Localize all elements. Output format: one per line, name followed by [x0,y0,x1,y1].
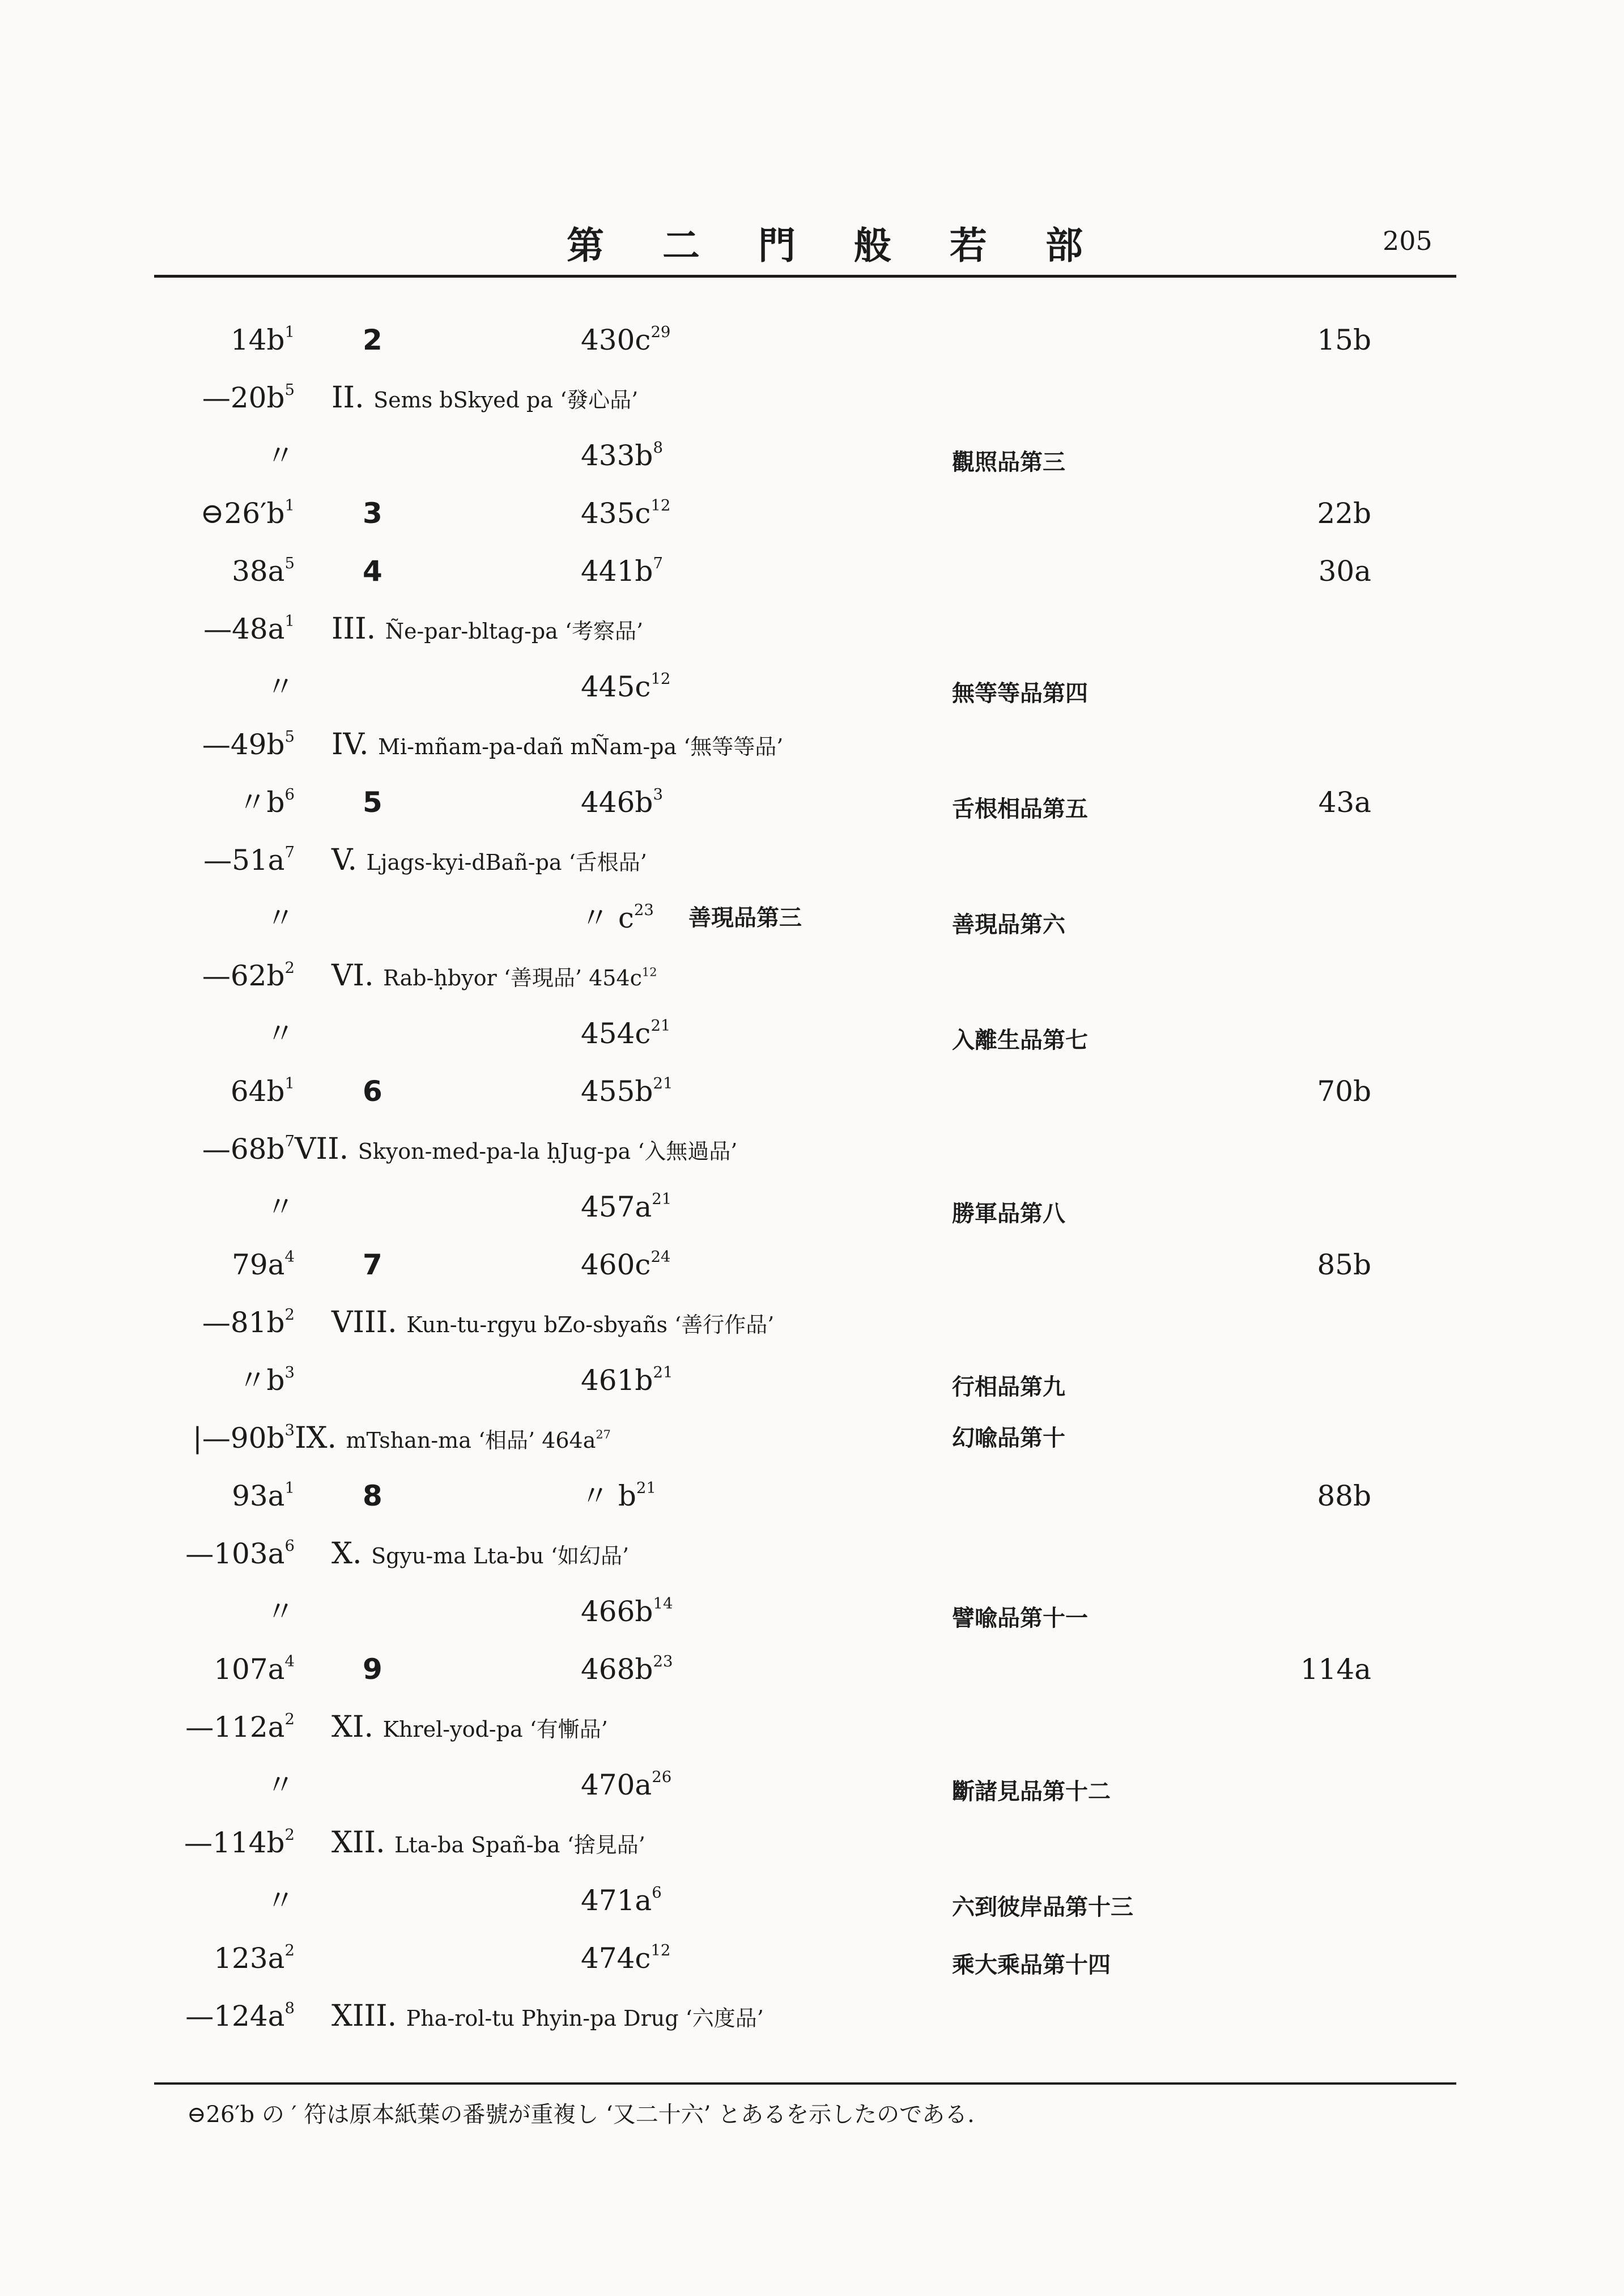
table-row [0,1817,1624,1868]
table-row [0,1991,1624,2042]
taisho-ref-superscript: 21 [652,1190,672,1208]
taisho-ref-text: 〃 c [581,902,634,934]
chapter-roman-numeral: XII. [331,1826,395,1860]
taisho-ref-superscript: 3 [653,785,663,803]
table-row [0,661,1624,712]
chapter-ref-superscript: 12 [641,965,657,979]
footnote: ⊖26′b の ′ 符は原本紙葉の番號が重複し ‘又二十六’ とあるを示したのである. [187,2102,975,2128]
header-rule [154,275,1456,278]
folio-ref-superscript: 8 [284,1999,295,2017]
table-row [0,1470,1624,1521]
taisho-ref-text: 460c [581,1248,651,1281]
chinese-chapter-title [952,1593,1088,1644]
chapter-name: Ljags-kyi-dBañ-pa ‘舌根品’ [366,850,647,875]
chapter-title [331,603,643,657]
table-row [0,1355,1624,1406]
folio-ref [185,1702,295,1753]
folio-ref [266,661,295,712]
chapter-roman-numeral: VI. [331,959,384,993]
folio-ref-text: 〃 [266,1595,295,1628]
folio-ref [184,1817,295,1868]
folio-ref [231,314,295,365]
folio-ref-superscript: 1 [284,612,295,630]
section-number-text: 7 [363,1248,382,1281]
section-number-text: 6 [363,1075,382,1108]
chinese-chapter-title-text: 勝軍品第八 [952,1200,1065,1227]
folio-ref [266,1586,295,1637]
folio-ref-superscript: 1 [284,496,295,515]
folio-ref-text: 〃 [266,670,295,703]
table-row [0,1528,1624,1579]
folio-ref-text: —48a [203,613,285,645]
folio-ref-superscript: 2 [284,1826,295,1844]
chinese-chapter-title [952,1882,1133,1933]
folio-ref-text: ⊖26′b [200,497,285,530]
folio-ref [202,1124,295,1175]
folio-ref-superscript: 2 [284,1306,295,1324]
taisho-ref-superscript: 21 [653,1363,673,1381]
taisho-ref-superscript: 14 [653,1595,673,1613]
chinese-chapter-title-text: 行相品第九 [952,1374,1065,1400]
section-number [363,1470,382,1521]
chinese-chapter-title-text: 乘大乘品第十四 [952,1951,1111,1978]
folio-ref [232,1239,295,1290]
chapter-name: Mi-mñam-pa-dañ mÑam-pa ‘無等等品’ [378,734,784,759]
chapter-roman-numeral: X. [331,1537,372,1571]
leaf-ref [1319,546,1371,597]
chapter-name: Sems bSkyed pa ‘發心品’ [373,388,639,413]
chapter-name: Kun-tu-rgyu bZo-sbyañs ‘善行作品’ [406,1312,775,1337]
table-row [0,1239,1624,1290]
table-row [0,314,1624,365]
chapter-title [295,1124,737,1177]
folio-ref-text: 93a [232,1479,285,1512]
folio-ref-text: 79a [232,1248,285,1281]
folio-ref-text: —81b [202,1306,285,1339]
chinese-chapter-title [952,1413,1065,1464]
folio-ref-text: —49b [202,728,285,761]
taisho-ref-text: 468b [581,1653,653,1686]
table-row [0,430,1624,481]
section-number [363,546,382,597]
leaf-ref [1319,777,1371,828]
chapter-roman-numeral: XIII. [331,1999,406,2033]
chinese-chapter-title [952,1940,1111,1991]
taisho-ref [581,892,654,943]
chinese-chapter-title-text: 善現品第六 [952,911,1065,938]
folio-ref [202,372,295,423]
folio-ref-text: —114b [184,1826,285,1859]
section-number [363,1066,382,1117]
leaf-ref-text: 88b [1317,1479,1371,1512]
chapter-roman-numeral: XI. [331,1710,383,1744]
leaf-ref-text: 114a [1300,1653,1371,1686]
taisho-ref-superscript: 7 [653,554,663,572]
folio-ref-text: —51a [203,844,285,877]
folio-ref [203,835,295,886]
leaf-ref [1317,1066,1371,1117]
section-number-text: 8 [363,1479,382,1512]
taisho-ref [581,546,663,597]
taisho-ref-text: 454c [581,1017,651,1050]
taisho-ref-text: 445c [581,670,651,703]
chapter-title [331,719,783,772]
chapter-roman-numeral: IX. [295,1421,346,1455]
chinese-chapter-title [952,899,1065,950]
taisho-ref-superscript: 26 [652,1768,672,1786]
taisho-ref-text: 433b [581,439,653,472]
folio-ref-text: —20b [202,381,285,414]
taisho-ref [581,1644,673,1695]
taisho-ref-text: 455b [581,1075,653,1108]
taisho-ref [581,314,670,365]
chapter-title [331,1702,608,1755]
taisho-ref [581,661,670,712]
folio-ref-superscript: 3 [284,1421,295,1439]
taisho-ref-text: 446b [581,786,653,819]
taisho-ref-superscript: 23 [653,1652,673,1670]
folio-ref [193,1413,295,1464]
chinese-chapter-title-text: 舌根相品第五 [952,796,1088,822]
chapter-title [331,950,657,1004]
table-row [0,1181,1624,1232]
folio-ref-superscript: 7 [284,843,295,861]
section-number [363,777,382,828]
taisho-ref-text: 466b [581,1595,653,1628]
taisho-ref [581,1470,656,1521]
folio-ref-text: 〃 [266,1017,295,1050]
chapter-title [331,1817,645,1870]
table-row [0,1702,1624,1753]
section-number [363,488,382,539]
chapter-title [331,372,638,426]
folio-ref-text: 〃b [238,786,285,819]
leaf-ref [1317,1239,1371,1290]
chapter-roman-numeral: II. [331,381,374,415]
footnote-rule [154,2082,1456,2085]
folio-ref-text: 64b [230,1075,285,1108]
folio-ref [266,1008,295,1059]
taisho-ref-superscript: 21 [653,1074,673,1092]
taisho-ref [581,1875,662,1926]
chapter-roman-numeral: VII. [295,1132,358,1166]
chinese-chapter-title-text: 入離生品第七 [952,1027,1088,1053]
folio-ref [185,1991,295,2042]
folio-ref-text: 〃b [238,1364,285,1397]
taisho-chapter-note [688,892,802,943]
chinese-chapter-title-text: 無等等品第四 [952,680,1088,707]
chinese-chapter-title-text: 幻喩品第十 [952,1425,1065,1451]
leaf-ref [1317,314,1371,365]
section-number [363,1644,382,1695]
taisho-ref-text: 461b [581,1364,653,1397]
folio-ref-superscript: 1 [284,323,295,341]
folio-ref-superscript: 4 [284,1248,295,1266]
table-row [0,1933,1624,1984]
taisho-ref-superscript: 23 [634,901,654,919]
taisho-ref [581,1586,673,1637]
table-row [0,950,1624,1001]
leaf-ref-text: 85b [1317,1248,1371,1281]
folio-ref-superscript: 6 [284,1537,295,1555]
folio-ref-text: —68b [202,1133,285,1166]
folio-ref [238,777,295,828]
taisho-ref [581,1181,671,1232]
chinese-chapter-title-text: 觀照品第三 [952,449,1065,475]
section-number [363,1239,382,1290]
taisho-ref [581,1239,670,1290]
taisho-ref [581,1008,670,1059]
folio-ref [202,719,295,770]
chinese-chapter-title [952,1766,1111,1817]
folio-ref-superscript: 2 [284,1710,295,1728]
taisho-ref-text: 〃 b [581,1479,636,1512]
taisho-ref-superscript: 12 [651,1941,671,1959]
chapter-roman-numeral: IV. [331,728,379,762]
taisho-ref-superscript: 12 [651,496,671,515]
chapter-title [331,835,647,888]
folio-ref [203,603,295,654]
taisho-ref [581,1066,673,1117]
taisho-ref-text: 441b [581,555,653,588]
taisho-ref-text: 430c [581,324,651,356]
table-row [0,1644,1624,1695]
folio-ref-superscript: 3 [284,1363,295,1381]
chapter-roman-numeral: VIII. [331,1306,407,1340]
folio-ref-text: 123a [214,1942,285,1975]
table-row [0,1413,1624,1464]
taisho-ref-text: 471a [581,1884,652,1917]
folio-ref-text: 〃 [266,1768,295,1801]
folio-ref [232,546,295,597]
taisho-ref-superscript: 29 [651,323,671,341]
folio-ref-superscript: 6 [284,785,295,803]
chapter-name: Skyon-med-pa-la ḥJug-pa ‘入無過品’ [358,1139,738,1164]
table-row [0,1297,1624,1348]
folio-ref [266,1181,295,1232]
chinese-chapter-title [952,668,1088,719]
folio-ref [231,1066,295,1117]
leaf-ref-text: 22b [1317,497,1371,530]
table-row [0,1875,1624,1926]
taisho-ref [581,1355,673,1406]
folio-ref-superscript: 5 [284,728,295,746]
folio-ref-text: 〃 [266,1190,295,1223]
table-row [0,1759,1624,1810]
chapter-ref-superscript: 27 [596,1427,611,1442]
taisho-ref-text: 435c [581,497,651,530]
table-row [0,546,1624,597]
chapter-name: mTshan-ma ‘相品’ 464a [346,1428,596,1453]
folio-ref [185,1528,295,1579]
table-row [0,372,1624,423]
folio-ref-text: —62b [202,959,285,992]
chinese-chapter-title-text: 譬喩品第十一 [952,1605,1088,1631]
chapter-name: Rab-ḥbyor ‘善現品’ 454c [383,966,642,990]
folio-ref-text: 14b [230,324,285,356]
folio-ref [238,1355,295,1406]
page-title: 第 二 門 般 若 部 [567,223,1106,267]
taisho-ref-superscript: 21 [651,1017,671,1035]
table-row [0,488,1624,539]
taisho-ref-superscript: 6 [652,1883,662,1902]
taisho-ref-superscript: 12 [651,670,671,688]
leaf-ref-text: 70b [1317,1075,1371,1108]
table-row [0,603,1624,654]
taisho-ref [581,1759,671,1810]
chinese-chapter-title [952,437,1065,488]
folio-ref-text: 107a [214,1653,285,1686]
taisho-ref-superscript: 24 [651,1248,671,1266]
chinese-chapter-title-text: 六到彼岸品第十三 [952,1894,1133,1920]
folio-ref-superscript: 4 [284,1652,295,1670]
table-row [0,1008,1624,1059]
folio-ref-superscript: 1 [284,1479,295,1497]
folio-ref-superscript: 2 [284,959,295,977]
taisho-ref-superscript: 8 [653,439,663,457]
leaf-ref [1300,1644,1371,1695]
chapter-title [295,1413,611,1466]
chapter-name: Ñe-par-bltag-pa ‘考察品’ [385,619,644,644]
chapter-name: Pha-rol-tu Phyin-pa Drug ‘六度品’ [406,2006,764,2031]
folio-ref [266,1875,295,1926]
table-row [0,1066,1624,1117]
page-number: 205 [1383,226,1432,256]
leaf-ref-text: 15b [1317,324,1371,356]
folio-ref [201,488,295,539]
section-number-text: 5 [363,786,382,819]
leaf-ref [1317,1470,1371,1521]
section-number [363,314,382,365]
chinese-chapter-title-text: 斷諸見品第十二 [952,1778,1111,1805]
folio-ref-superscript: 5 [284,554,295,572]
taisho-ref-text: 457a [581,1190,652,1223]
leaf-ref-text: 43a [1318,786,1371,819]
folio-ref-text: —103a [185,1537,285,1570]
leaf-ref [1317,488,1371,539]
section-number-text: 4 [363,555,382,588]
table-row [0,835,1624,886]
taisho-chapter-note-text: 善現品第三 [688,904,802,931]
chapter-name: Lta-ba Spañ-ba ‘捨見品’ [394,1832,645,1857]
chapter-name: Khrel-yod-pa ‘有慚品’ [382,1717,608,1742]
table-row [0,1124,1624,1175]
taisho-ref-text: 474c [581,1942,651,1975]
chapter-name: Sgyu-ma Lta-bu ‘如幻品’ [371,1544,630,1568]
taisho-ref-text: 470a [581,1768,652,1801]
folio-ref [214,1933,295,1984]
taisho-ref [581,777,663,828]
chinese-chapter-title [952,784,1088,835]
chapter-title [331,1297,774,1350]
folio-ref-text: 38a [232,555,285,588]
folio-ref [214,1644,295,1695]
chapter-roman-numeral: V. [331,843,367,877]
folio-ref [202,1297,295,1348]
taisho-ref-superscript: 21 [636,1479,656,1497]
table-row [0,892,1624,943]
taisho-ref [581,488,670,539]
chinese-chapter-title [952,1188,1065,1239]
folio-ref-text: 〃 [266,439,295,472]
chapter-title [331,1528,629,1581]
folio-ref [232,1470,295,1521]
folio-ref-text: —112a [185,1711,285,1744]
section-number-text: 3 [363,497,382,530]
table-row [0,777,1624,828]
folio-ref [202,950,295,1001]
table-row [0,1586,1624,1637]
section-number-text: 2 [363,324,382,356]
folio-ref-superscript: 7 [284,1132,295,1150]
folio-ref [266,892,295,943]
leaf-ref-text: 30a [1318,555,1371,588]
chapter-roman-numeral: III. [331,612,385,646]
folio-ref-superscript: 2 [284,1941,295,1959]
section-number-text: 9 [363,1653,382,1686]
folio-ref [266,1759,295,1810]
folio-ref-text: —124a [185,2000,285,2033]
folio-ref [266,430,295,481]
folio-ref-superscript: 1 [284,1074,295,1092]
folio-ref-text: |—90b [193,1422,285,1455]
table-row [0,719,1624,770]
chinese-chapter-title [952,1362,1065,1413]
chinese-chapter-title [952,1015,1088,1066]
folio-ref-text: 〃 [266,902,295,934]
chapter-title [331,1991,764,2044]
taisho-ref [581,1933,670,1984]
taisho-ref [581,430,663,481]
folio-ref-superscript: 5 [284,381,295,399]
folio-ref-text: 〃 [266,1884,295,1917]
